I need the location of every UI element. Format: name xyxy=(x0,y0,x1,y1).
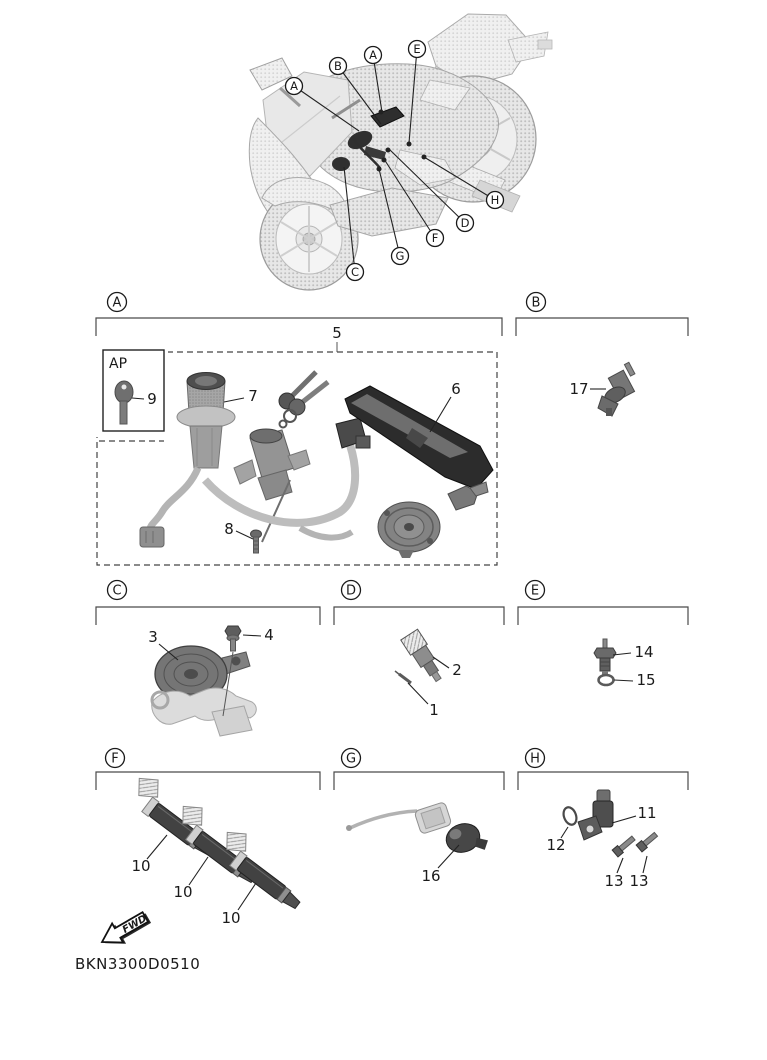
part-13-bolt-1 xyxy=(612,835,636,857)
callout-letter: G xyxy=(395,249,405,264)
bracket xyxy=(334,607,504,625)
bracket xyxy=(518,772,688,790)
ap-label: AP xyxy=(109,356,128,372)
section-E xyxy=(518,581,688,690)
ap-key-box xyxy=(103,350,164,431)
section-label-H: H xyxy=(530,751,540,767)
part-label-16: 16 xyxy=(421,867,441,885)
part-label-5: 5 xyxy=(332,324,342,342)
section-label-E: E xyxy=(530,583,540,599)
fuel-cap-lock xyxy=(378,502,440,558)
overview-callout-A-left xyxy=(286,78,303,95)
fwd-direction-arrow xyxy=(97,906,154,953)
section-H xyxy=(518,749,688,891)
part-label-3: 3 xyxy=(148,628,158,646)
part-14-sensor xyxy=(594,639,616,675)
fwd-label: FWD xyxy=(120,913,149,936)
overview-callout-A-top xyxy=(365,47,382,64)
section-D xyxy=(334,581,504,720)
bracket xyxy=(96,318,502,336)
part-1-pin xyxy=(395,671,411,683)
callout-letter: D xyxy=(460,216,470,231)
bracket xyxy=(516,318,688,336)
section-label-C: C xyxy=(112,583,122,599)
callout-letter: A xyxy=(290,79,298,94)
overview-callout-E xyxy=(409,41,426,58)
section-label-F: F xyxy=(111,751,119,767)
section-G xyxy=(334,749,504,886)
part-label-17: 17 xyxy=(569,380,589,398)
part-12-o-ring xyxy=(561,805,578,826)
part-label-10c: 10 xyxy=(221,909,241,927)
part-label-7: 7 xyxy=(248,387,258,405)
callout-letter: H xyxy=(490,193,500,208)
section-label-G: G xyxy=(345,751,357,767)
part-label-9: 9 xyxy=(147,390,157,408)
overview-callout-D xyxy=(457,215,474,232)
part-label-13a: 13 xyxy=(604,872,624,890)
part-label-2: 2 xyxy=(452,661,462,679)
overview-callout-F xyxy=(427,230,444,247)
overview-callout-C xyxy=(347,264,364,281)
key-set xyxy=(279,372,328,428)
part-label-14: 14 xyxy=(634,643,654,661)
bracket xyxy=(96,772,320,790)
part-13-bolt-2 xyxy=(636,831,659,852)
section-label-B: B xyxy=(531,295,541,311)
part-15-washer xyxy=(599,675,614,685)
overview-callout-H xyxy=(487,192,504,209)
part-label-8: 8 xyxy=(224,520,234,538)
part-label-11: 11 xyxy=(637,804,657,822)
part-label-10b: 10 xyxy=(173,883,193,901)
motorcycle-illustration xyxy=(249,14,552,290)
part-11-sensor xyxy=(578,790,613,840)
part-2-switch xyxy=(401,629,447,685)
part-label-10a: 10 xyxy=(131,857,151,875)
part-16-sensor xyxy=(346,802,490,861)
section-C xyxy=(96,581,320,737)
part-label-13b: 13 xyxy=(629,872,649,890)
diagram-code: BKN3300D0510 xyxy=(75,955,201,973)
callout-letter: B xyxy=(334,59,342,74)
part-label-1: 1 xyxy=(429,701,439,719)
overview-callout-B xyxy=(330,58,347,75)
section-A xyxy=(90,293,502,566)
callout-letter: F xyxy=(431,231,439,246)
part-label-15: 15 xyxy=(636,671,656,689)
part-label-6: 6 xyxy=(451,380,461,398)
part-8-screw xyxy=(251,530,262,553)
section-label-A: A xyxy=(112,295,122,311)
bracket xyxy=(518,607,688,625)
section-label-D: D xyxy=(345,583,357,599)
overview-callout-G xyxy=(392,248,409,265)
section-F xyxy=(96,749,320,928)
part-label-12: 12 xyxy=(546,836,566,854)
callout-letter: C xyxy=(350,265,360,280)
bracket xyxy=(334,772,504,790)
callout-letter: E xyxy=(413,42,421,57)
bracket xyxy=(96,607,320,625)
callout-letter: A xyxy=(369,48,377,63)
section-B xyxy=(516,293,688,417)
part-label-4: 4 xyxy=(264,626,274,644)
horn-stay-bracket xyxy=(152,688,257,736)
